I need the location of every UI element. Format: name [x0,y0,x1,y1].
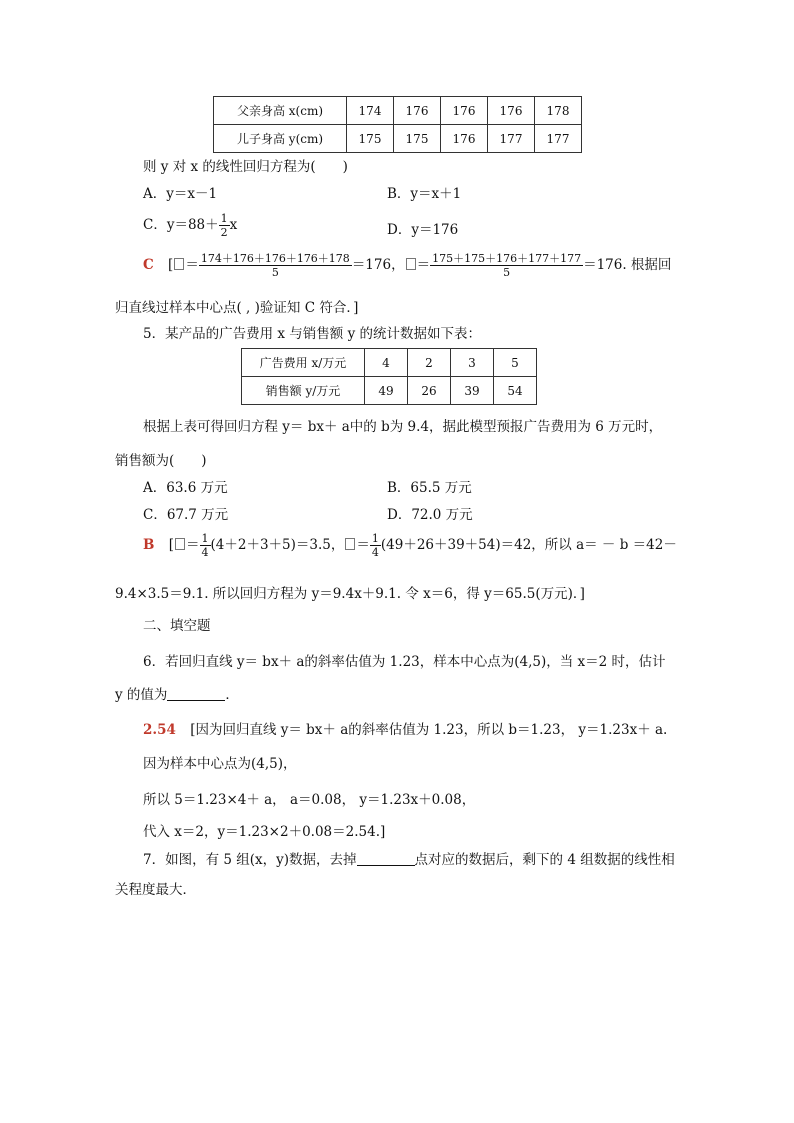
fraction-numerator: 1 [371,532,379,545]
answer-value: 2.54 [143,722,176,738]
fraction-denominator: 5 [503,266,511,279]
option-b: B．y＝x＋1 [387,186,462,202]
option-c-suffix: x [229,217,238,233]
answer-explanation-line2: 归直线过样本中心点( , )验证知 C 符合．] [115,300,359,316]
table-cell: 4 [365,349,408,377]
table-cell: 176 [441,97,488,125]
x-bar-placeholder-icon [175,538,185,550]
fraction [200,532,211,559]
table-cell: 54 [494,377,537,405]
table-row-label: 儿子身高 y(cm) [214,125,347,153]
option-c: C．67.7 万元 [143,507,229,523]
table-cell: 3 [451,349,494,377]
question-text-line2: 销售额为( ) [115,453,207,469]
table-cell: 176 [394,97,441,125]
fraction [199,252,352,279]
equation-part: (4＋2＋3＋5)＝3.5， [210,537,345,553]
fraction-numerator: 175＋175＋176＋177＋177 [432,252,582,265]
question-stem: 5．某产品的广告费用 x 与销售额 y 的统计数据如下表： [143,326,481,342]
answer-blank[interactable] [357,853,415,866]
table-cell: 39 [451,377,494,405]
option-a: A．y＝x－1 [143,186,218,202]
ad-sales-table [241,348,537,405]
question-text: 6．若回归直线 y＝ bx＋ a的斜率估值为 1.23，样本中心点为(4,5)，当 x＝2 时，估计 [143,654,666,670]
table-cell: 174 [347,97,394,125]
answer-explanation [143,718,667,738]
table-cell: 177 [488,125,535,153]
option-c-prefix: C．y＝88＋ [143,217,219,233]
fraction-numerator: 174＋176＋176＋176＋178 [200,252,350,265]
question-text-part: y 的值为 [115,687,168,703]
question-text-part: 7．如图，有 5 组(x，y)数据，去掉 [143,852,357,868]
option-d: D．y＝176 [387,222,459,238]
answer-explanation-line2: 9.4×3.5＝9.1. 所以回归方程为 y＝9.4x＋9.1. 令 x＝6，得 y＝65.5(万元)．] [115,586,585,602]
equation-part: ＝176， [351,257,405,273]
y-bar-placeholder-icon [406,258,416,270]
height-data-table [213,96,582,153]
table-cell: 49 [365,377,408,405]
answer-explanation: B [ ＝ $\frac{1}{4}$ (4＋2＋3＋5)＝3.5， ＝ $\frac{1}{4}$ (49＋26＋39＋54)＝42，所以 a＝ － b ＝42－ [143,532,677,559]
fraction [219,212,230,239]
table-cell: 177 [535,125,582,153]
option-c [143,212,237,239]
fraction-numerator: 1 [201,532,209,545]
fraction-denominator: 2 [220,226,228,239]
section-title: 二、填空题 [143,618,211,634]
question-text-end: ． [225,687,239,703]
question-text: 根据上表可得回归方程 y＝ bx＋ a中的 b为 9.4，据此模型预报广告费用为 6 万元时， [143,419,663,435]
question-stem: 则 y 对 x 的线性回归方程为( ) [143,159,348,175]
equation-part: ＝176. 根据回 [583,257,672,273]
question-text-part: 点对应的数据后，剩下的 4 组数据的线性相 [414,852,675,868]
fraction [430,252,583,279]
equation-part: (49＋26＋39＋54)＝42，所以 a＝ － b ＝42－ [380,537,677,553]
question-text-line2: 关程度最大． [115,882,196,898]
fraction-denominator: 4 [201,546,209,559]
answer-letter: B [143,537,155,553]
question-text-line2 [115,683,239,703]
answer-explanation-line4: 代入 x＝2，y＝1.23×2＋0.08＝2.54.] [143,824,386,840]
answer-explanation-line3: 所以 5＝1.23×4＋ a， a＝0.08， y＝1.23x＋0.08， [143,792,476,808]
option-a: A．63.6 万元 [143,480,228,496]
table-cell: 176 [441,125,488,153]
table-cell: 26 [408,377,451,405]
table-cell: 2 [408,349,451,377]
table-row-label: 广告费用 x/万元 [242,349,365,377]
x-bar-placeholder-icon [174,258,184,270]
table-cell: 175 [394,125,441,153]
option-b: B．65.5 万元 [387,480,472,496]
answer-explanation-line2: 因为样本中心点为(4,5)， [143,756,297,772]
fraction [370,532,381,559]
table-row-label: 父亲身高 x(cm) [214,97,347,125]
answer-explanation: C [ ＝ $\frac{174+176+176+176+178}{5}$ ＝176， ＝ $\frac{175+175+176+177+177}{5}$ ＝176. 根据回 [143,252,672,279]
fraction-denominator: 4 [371,546,379,559]
question-text [143,848,675,868]
table-row-label: 销售额 y/万元 [242,377,365,405]
table-cell: 5 [494,349,537,377]
answer-letter: C [143,257,154,273]
y-bar-placeholder-icon [345,538,355,550]
option-d: D．72.0 万元 [387,507,473,523]
table-cell: 176 [488,97,535,125]
answer-text: [因为回归直线 y＝ bx＋ a的斜率估值为 1.23，所以 b＝1.23， y＝1.23x＋ a. [190,722,668,738]
fraction-denominator: 5 [271,266,279,279]
table-cell: 178 [535,97,582,125]
answer-blank[interactable] [167,688,225,701]
table-cell: 175 [347,125,394,153]
fraction-numerator: 1 [220,212,228,225]
